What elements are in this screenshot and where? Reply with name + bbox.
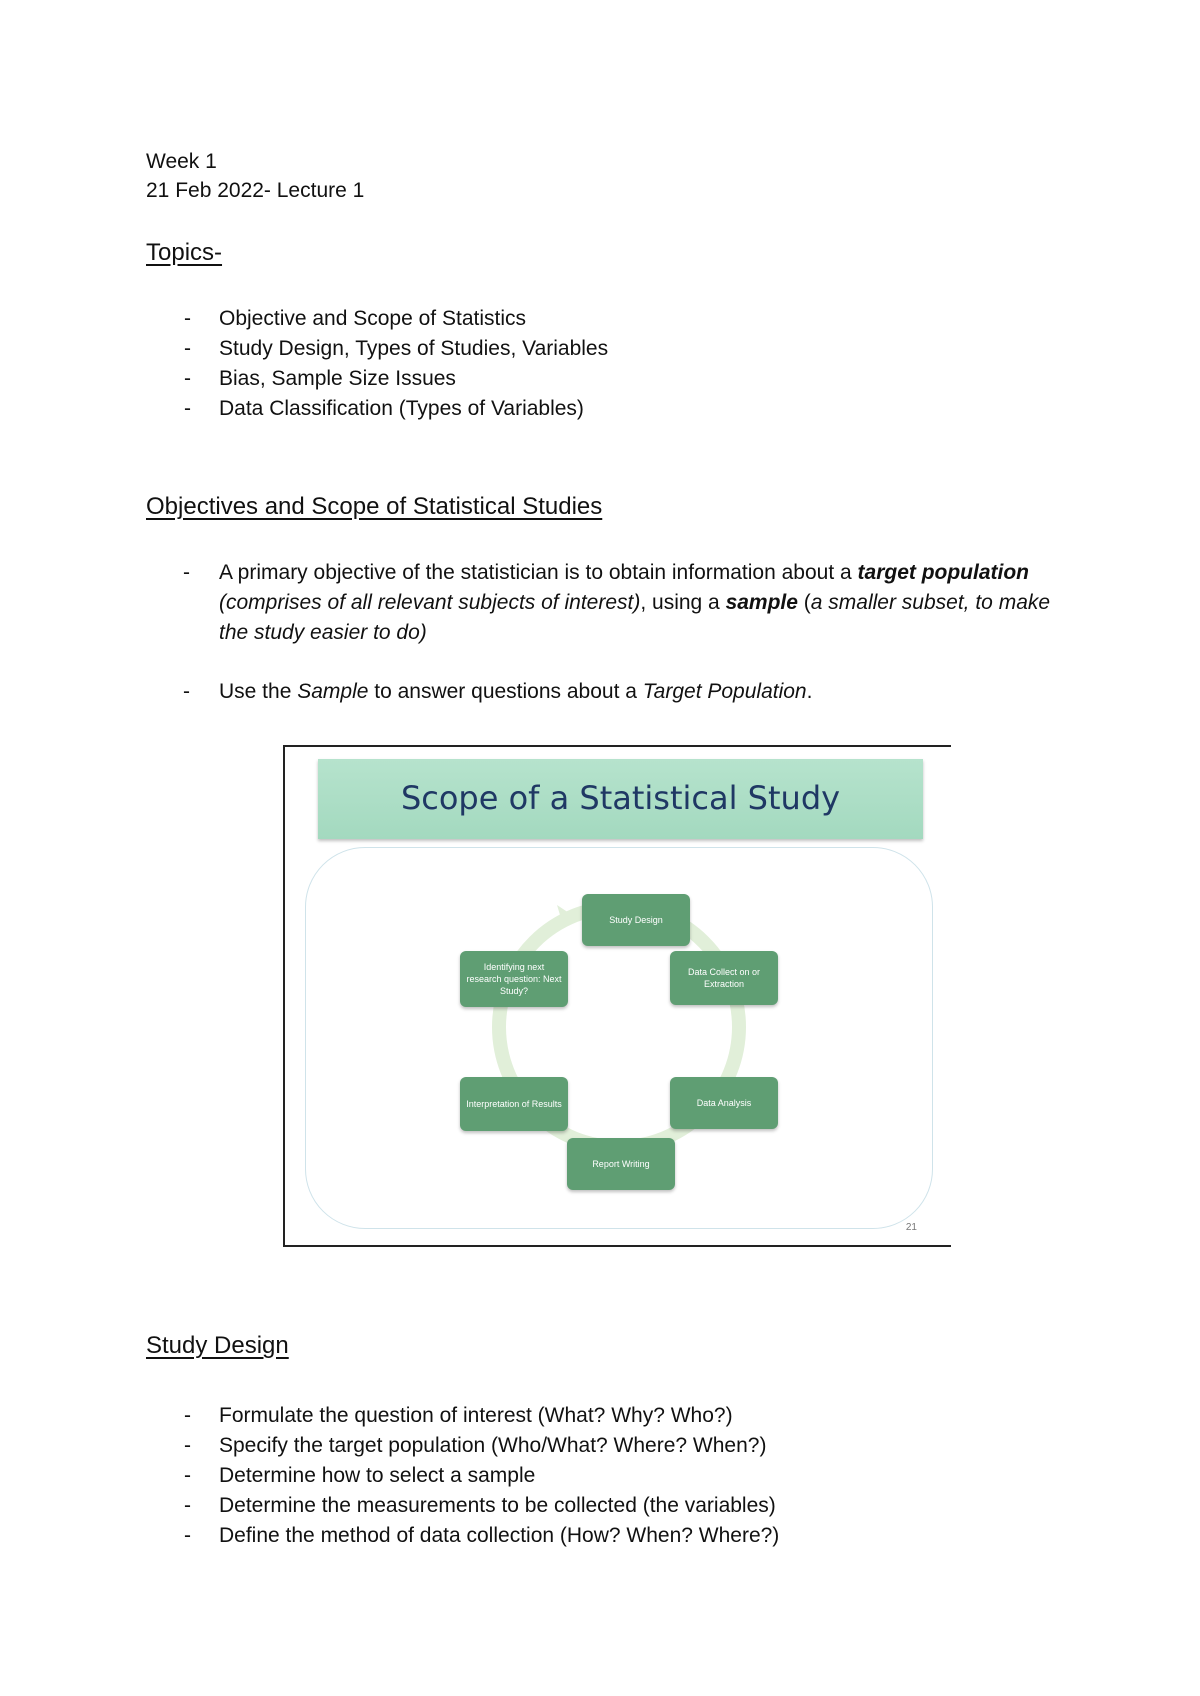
list-item: - Formulate the question of interest (What? Why? Who?) — [184, 1404, 733, 1427]
list-item: - Data Classification (Types of Variables) — [184, 397, 584, 420]
slide-image — [283, 745, 951, 1247]
topics-list — [146, 304, 608, 424]
list-item: - Define the method of data collection (How? When? Where?) — [184, 1524, 780, 1547]
cycle-box-next-question: Identifying next research question: Next Study? — [460, 951, 568, 1007]
week-label: Week 1 — [146, 150, 217, 173]
list-item: - Determine the measurements to be collected (the variables) — [184, 1494, 776, 1517]
slide-page-number: 21 — [905, 1222, 917, 1233]
date-lecture-label: 21 Feb 2022- Lecture 1 — [146, 179, 365, 202]
cycle-box-interpretation: Interpretation of Results — [460, 1077, 568, 1131]
list-item: - Determine how to select a sample — [184, 1464, 536, 1487]
list-item: - Objective and Scope of Statistics — [184, 307, 526, 330]
cycle-box-data-collection: Data Collect on or Extraction — [670, 951, 778, 1005]
cycle-box-report-writing: Report Writing — [567, 1138, 675, 1190]
study-design-list — [146, 1401, 779, 1551]
list-item: - Study Design, Types of Studies, Variables — [184, 337, 609, 360]
list-item: - Specify the target population (Who/What? Where? When?) — [184, 1434, 767, 1457]
slide-title: Scope of a Statistical Study — [400, 779, 841, 817]
cycle-box-data-analysis: Data Analysis — [670, 1077, 778, 1129]
topics-heading: Topics- — [146, 239, 223, 266]
study-design-heading: Study Design — [146, 1332, 289, 1359]
cycle-box-study-design: Study Design — [582, 894, 690, 946]
objectives-paragraph-2: - Use the Sample to answer questions about a Target Population. — [183, 680, 813, 703]
objectives-heading: Objectives and Scope of Statistical Studies — [146, 493, 603, 520]
objectives-paragraph-1: - A primary objective of the statistician is to obtain information about a target population (comprises of all relevant subjects of interest), using a sample (a smaller subset, to make the study easier to do) — [183, 561, 1051, 644]
list-item: - Bias, Sample Size Issues — [184, 367, 456, 390]
